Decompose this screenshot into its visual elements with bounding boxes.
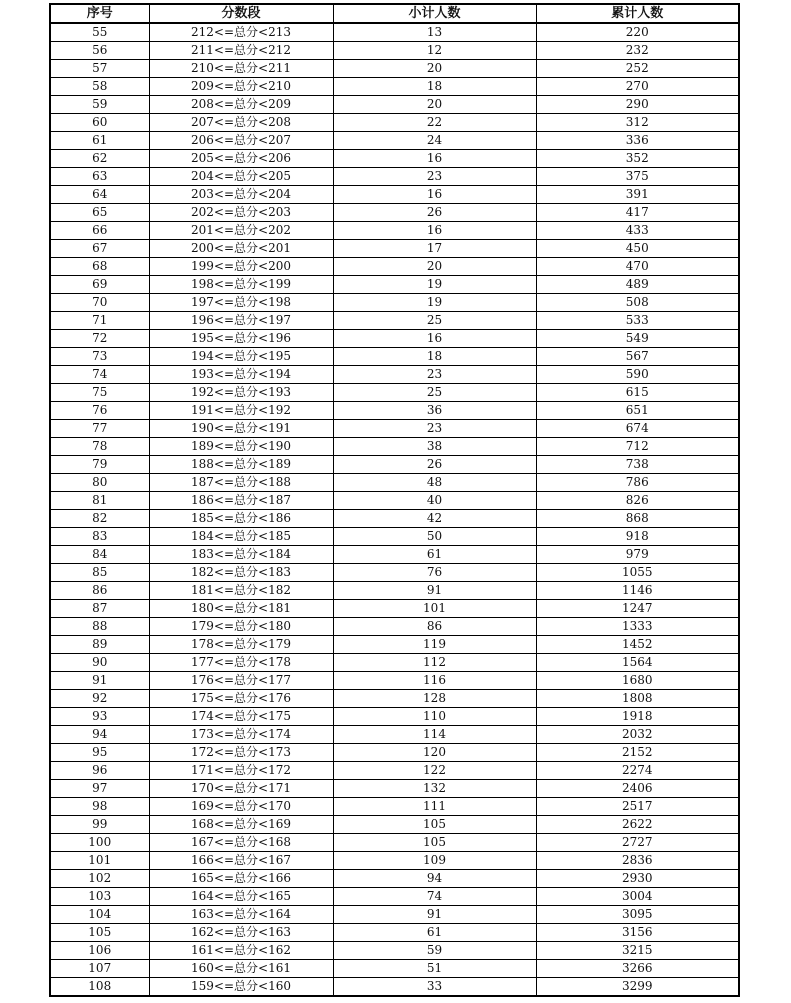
cell-score-range: 196<=总分<197 [149,312,333,330]
table-row [50,132,739,150]
cell-cumulative: 2930 [536,870,739,888]
table-row [50,456,739,474]
cell-subtotal: 110 [333,708,536,726]
cell-score-range: 185<=总分<186 [149,510,333,528]
cell-score-range: 194<=总分<195 [149,348,333,366]
cell-score-range: 166<=总分<167 [149,852,333,870]
cell-subtotal: 40 [333,492,536,510]
cell-cumulative: 3095 [536,906,739,924]
cell-subtotal: 23 [333,366,536,384]
cell-score-range: 171<=总分<172 [149,762,333,780]
cell-score-range: 190<=总分<191 [149,420,333,438]
cell-subtotal: 51 [333,960,536,978]
cell-subtotal: 20 [333,258,536,276]
cell-index: 97 [50,780,149,798]
cell-index: 93 [50,708,149,726]
table-row [50,762,739,780]
cell-index: 85 [50,564,149,582]
table-row [50,60,739,78]
table-row [50,240,739,258]
cell-subtotal: 19 [333,294,536,312]
cell-index: 61 [50,132,149,150]
cell-score-range: 186<=总分<187 [149,492,333,510]
cell-index: 106 [50,942,149,960]
table-row [50,708,739,726]
table-row [50,384,739,402]
cell-subtotal: 119 [333,636,536,654]
cell-score-range: 189<=总分<190 [149,438,333,456]
cell-score-range: 174<=总分<175 [149,708,333,726]
cell-cumulative: 2727 [536,834,739,852]
cell-subtotal: 20 [333,96,536,114]
cell-index: 68 [50,258,149,276]
cell-index: 57 [50,60,149,78]
cell-cumulative: 2517 [536,798,739,816]
cell-cumulative: 312 [536,114,739,132]
cell-index: 66 [50,222,149,240]
cell-index: 67 [50,240,149,258]
table-row [50,834,739,852]
cell-score-range: 178<=总分<179 [149,636,333,654]
cell-cumulative: 3004 [536,888,739,906]
cell-index: 104 [50,906,149,924]
cell-index: 86 [50,582,149,600]
cell-index: 74 [50,366,149,384]
cell-subtotal: 24 [333,132,536,150]
cell-cumulative: 1333 [536,618,739,636]
cell-score-range: 187<=总分<188 [149,474,333,492]
cell-subtotal: 13 [333,23,536,42]
table-row [50,546,739,564]
cell-score-range: 212<=总分<213 [149,23,333,42]
cell-subtotal: 25 [333,312,536,330]
cell-cumulative: 336 [536,132,739,150]
header-score-range: 分数段 [149,4,333,23]
cell-score-range: 204<=总分<205 [149,168,333,186]
cell-cumulative: 615 [536,384,739,402]
cell-index: 70 [50,294,149,312]
cell-cumulative: 2274 [536,762,739,780]
table-row [50,582,739,600]
table-row [50,978,739,997]
cell-score-range: 161<=总分<162 [149,942,333,960]
cell-subtotal: 25 [333,384,536,402]
table-row [50,204,739,222]
cell-subtotal: 50 [333,528,536,546]
table-row [50,960,739,978]
cell-score-range: 169<=总分<170 [149,798,333,816]
cell-index: 76 [50,402,149,420]
cell-cumulative: 2836 [536,852,739,870]
cell-subtotal: 18 [333,348,536,366]
table-row [50,150,739,168]
cell-score-range: 198<=总分<199 [149,276,333,294]
cell-cumulative: 533 [536,312,739,330]
cell-subtotal: 111 [333,798,536,816]
table-row [50,294,739,312]
cell-index: 94 [50,726,149,744]
cell-subtotal: 42 [333,510,536,528]
cell-score-range: 188<=总分<189 [149,456,333,474]
cell-index: 89 [50,636,149,654]
cell-score-range: 183<=总分<184 [149,546,333,564]
cell-subtotal: 16 [333,186,536,204]
cell-index: 92 [50,690,149,708]
table-row [50,816,739,834]
cell-cumulative: 1055 [536,564,739,582]
table-row [50,258,739,276]
cell-subtotal: 91 [333,582,536,600]
cell-index: 73 [50,348,149,366]
cell-subtotal: 128 [333,690,536,708]
cell-score-range: 211<=总分<212 [149,42,333,60]
cell-score-range: 193<=总分<194 [149,366,333,384]
cell-cumulative: 470 [536,258,739,276]
cell-score-range: 192<=总分<193 [149,384,333,402]
cell-cumulative: 590 [536,366,739,384]
table-row [50,600,739,618]
cell-index: 63 [50,168,149,186]
cell-cumulative: 2622 [536,816,739,834]
cell-index: 59 [50,96,149,114]
cell-subtotal: 132 [333,780,536,798]
table-row [50,636,739,654]
cell-subtotal: 59 [333,942,536,960]
cell-subtotal: 105 [333,834,536,852]
cell-score-range: 168<=总分<169 [149,816,333,834]
cell-subtotal: 23 [333,168,536,186]
cell-subtotal: 16 [333,222,536,240]
cell-subtotal: 26 [333,204,536,222]
cell-index: 56 [50,42,149,60]
cell-subtotal: 22 [333,114,536,132]
cell-subtotal: 120 [333,744,536,762]
cell-score-range: 159<=总分<160 [149,978,333,997]
cell-score-range: 177<=总分<178 [149,654,333,672]
cell-subtotal: 38 [333,438,536,456]
table-row [50,402,739,420]
table-row [50,726,739,744]
cell-subtotal: 48 [333,474,536,492]
table-row [50,222,739,240]
cell-cumulative: 433 [536,222,739,240]
cell-index: 96 [50,762,149,780]
table-row [50,654,739,672]
cell-score-range: 163<=总分<164 [149,906,333,924]
cell-cumulative: 1452 [536,636,739,654]
cell-score-range: 164<=总分<165 [149,888,333,906]
cell-subtotal: 33 [333,978,536,997]
cell-cumulative: 979 [536,546,739,564]
cell-score-range: 165<=总分<166 [149,870,333,888]
table-row [50,474,739,492]
cell-index: 55 [50,23,149,42]
cell-index: 88 [50,618,149,636]
cell-index: 62 [50,150,149,168]
cell-subtotal: 23 [333,420,536,438]
cell-index: 81 [50,492,149,510]
table-row [50,528,739,546]
cell-score-range: 207<=总分<208 [149,114,333,132]
cell-subtotal: 20 [333,60,536,78]
cell-index: 78 [50,438,149,456]
cell-index: 79 [50,456,149,474]
cell-subtotal: 109 [333,852,536,870]
cell-cumulative: 826 [536,492,739,510]
cell-subtotal: 16 [333,330,536,348]
cell-score-range: 175<=总分<176 [149,690,333,708]
cell-index: 105 [50,924,149,942]
table-row [50,888,739,906]
table-row [50,870,739,888]
cell-score-range: 179<=总分<180 [149,618,333,636]
cell-cumulative: 375 [536,168,739,186]
cell-score-range: 162<=总分<163 [149,924,333,942]
table-row [50,312,739,330]
cell-index: 83 [50,528,149,546]
cell-index: 91 [50,672,149,690]
cell-score-range: 201<=总分<202 [149,222,333,240]
cell-score-range: 205<=总分<206 [149,150,333,168]
cell-score-range: 172<=总分<173 [149,744,333,762]
cell-index: 75 [50,384,149,402]
table-row [50,42,739,60]
cell-score-range: 209<=总分<210 [149,78,333,96]
cell-index: 64 [50,186,149,204]
cell-score-range: 208<=总分<209 [149,96,333,114]
table-row [50,924,739,942]
header-subtotal: 小计人数 [333,4,536,23]
cell-cumulative: 489 [536,276,739,294]
cell-score-range: 191<=总分<192 [149,402,333,420]
cell-cumulative: 391 [536,186,739,204]
header-row [50,4,739,23]
table-row [50,492,739,510]
cell-cumulative: 2152 [536,744,739,762]
cell-index: 71 [50,312,149,330]
cell-cumulative: 2406 [536,780,739,798]
cell-subtotal: 61 [333,924,536,942]
cell-cumulative: 1808 [536,690,739,708]
table-row [50,168,739,186]
cell-subtotal: 91 [333,906,536,924]
table-row [50,618,739,636]
cell-score-range: 176<=总分<177 [149,672,333,690]
table-row [50,186,739,204]
table-row [50,690,739,708]
cell-subtotal: 26 [333,456,536,474]
cell-index: 99 [50,816,149,834]
cell-index: 101 [50,852,149,870]
cell-index: 87 [50,600,149,618]
cell-cumulative: 651 [536,402,739,420]
table-row [50,96,739,114]
cell-score-range: 167<=总分<168 [149,834,333,852]
cell-subtotal: 18 [333,78,536,96]
cell-subtotal: 76 [333,564,536,582]
table-row [50,438,739,456]
cell-cumulative: 3266 [536,960,739,978]
cell-cumulative: 232 [536,42,739,60]
cell-cumulative: 3299 [536,978,739,997]
cell-score-range: 184<=总分<185 [149,528,333,546]
table-row [50,942,739,960]
table-row [50,114,739,132]
cell-index: 95 [50,744,149,762]
cell-subtotal: 101 [333,600,536,618]
cell-cumulative: 417 [536,204,739,222]
table-row [50,564,739,582]
cell-cumulative: 252 [536,60,739,78]
cell-index: 100 [50,834,149,852]
cell-subtotal: 36 [333,402,536,420]
table-row [50,744,739,762]
cell-score-range: 195<=总分<196 [149,330,333,348]
cell-cumulative: 712 [536,438,739,456]
cell-cumulative: 3156 [536,924,739,942]
table-row [50,23,739,42]
table-row [50,330,739,348]
cell-subtotal: 12 [333,42,536,60]
cell-subtotal: 17 [333,240,536,258]
cell-score-range: 197<=总分<198 [149,294,333,312]
cell-score-range: 206<=总分<207 [149,132,333,150]
cell-cumulative: 918 [536,528,739,546]
cell-subtotal: 94 [333,870,536,888]
table-row [50,906,739,924]
cell-index: 98 [50,798,149,816]
table-row [50,348,739,366]
header-index: 序号 [50,4,149,23]
table-row [50,510,739,528]
cell-score-range: 199<=总分<200 [149,258,333,276]
cell-index: 58 [50,78,149,96]
cell-index: 72 [50,330,149,348]
score-distribution-table [49,3,740,997]
table-row [50,78,739,96]
cell-cumulative: 508 [536,294,739,312]
cell-subtotal: 116 [333,672,536,690]
cell-cumulative: 290 [536,96,739,114]
cell-cumulative: 567 [536,348,739,366]
cell-subtotal: 112 [333,654,536,672]
cell-score-range: 182<=总分<183 [149,564,333,582]
cell-cumulative: 786 [536,474,739,492]
cell-cumulative: 1146 [536,582,739,600]
table-row [50,420,739,438]
cell-cumulative: 3215 [536,942,739,960]
cell-cumulative: 1680 [536,672,739,690]
cell-cumulative: 1918 [536,708,739,726]
table-row [50,798,739,816]
table-row [50,780,739,798]
cell-score-range: 173<=总分<174 [149,726,333,744]
cell-cumulative: 1564 [536,654,739,672]
cell-index: 69 [50,276,149,294]
cell-index: 77 [50,420,149,438]
cell-index: 103 [50,888,149,906]
cell-index: 82 [50,510,149,528]
cell-subtotal: 74 [333,888,536,906]
cell-subtotal: 105 [333,816,536,834]
cell-cumulative: 868 [536,510,739,528]
cell-score-range: 160<=总分<161 [149,960,333,978]
table-row [50,276,739,294]
cell-cumulative: 549 [536,330,739,348]
cell-subtotal: 122 [333,762,536,780]
cell-index: 80 [50,474,149,492]
cell-index: 107 [50,960,149,978]
cell-subtotal: 19 [333,276,536,294]
cell-cumulative: 270 [536,78,739,96]
cell-cumulative: 352 [536,150,739,168]
cell-cumulative: 1247 [536,600,739,618]
cell-cumulative: 220 [536,23,739,42]
table-body [50,23,739,996]
cell-index: 60 [50,114,149,132]
cell-cumulative: 674 [536,420,739,438]
cell-index: 102 [50,870,149,888]
cell-index: 90 [50,654,149,672]
cell-subtotal: 86 [333,618,536,636]
cell-score-range: 180<=总分<181 [149,600,333,618]
cell-score-range: 200<=总分<201 [149,240,333,258]
cell-score-range: 202<=总分<203 [149,204,333,222]
cell-index: 84 [50,546,149,564]
cell-subtotal: 114 [333,726,536,744]
cell-index: 65 [50,204,149,222]
table-row [50,852,739,870]
header-cumulative: 累计人数 [536,4,739,23]
cell-cumulative: 450 [536,240,739,258]
cell-score-range: 203<=总分<204 [149,186,333,204]
cell-index: 108 [50,978,149,997]
table-row [50,672,739,690]
cell-subtotal: 16 [333,150,536,168]
cell-subtotal: 61 [333,546,536,564]
cell-cumulative: 2032 [536,726,739,744]
cell-score-range: 210<=总分<211 [149,60,333,78]
cell-cumulative: 738 [536,456,739,474]
table-row [50,366,739,384]
cell-score-range: 170<=总分<171 [149,780,333,798]
cell-score-range: 181<=总分<182 [149,582,333,600]
